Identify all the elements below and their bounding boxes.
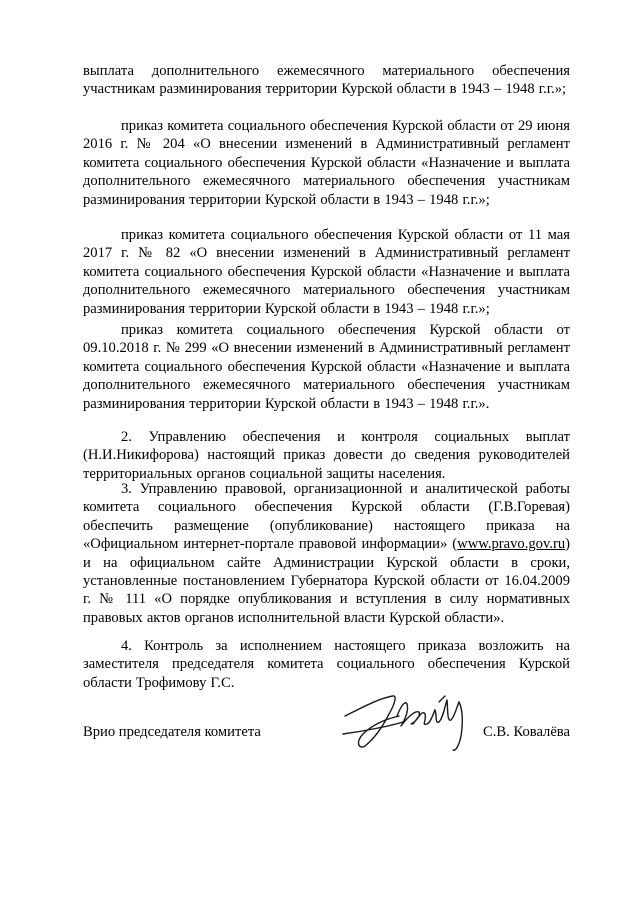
item-3-text-end: ) и на официальном сайте Администрации Курской области в сроки, установленные постановлением Губернатора Курской области от 16.04.2009 г. № 111 «О порядке опубликования и вступления в силу нормативных правовых актов органов исполнительной власти Курской области». xyxy=(83,536,570,626)
handwritten-signature xyxy=(335,676,480,760)
signatory-title: Врио председателя комитета xyxy=(83,724,261,740)
paragraph-order-2017: приказ комитета социального обеспечения Курской области от 11 мая 2017 г. № 82 «О внесении изменений в Административный регламент комитета социального обеспечения Курской области «Назначение и выплата дополнительного ежемесячного материального обеспечения участникам разминирования территории Курской области в 1943 – 1948 г.г.»; xyxy=(83,227,570,317)
paragraph-continuation: выплата дополнительного ежемесячного материального обеспечения участникам разминирования территории Курской области в 1943 – 1948 г.г.»; xyxy=(83,63,570,98)
signatory-name: С.В. Ковалёва xyxy=(483,724,570,740)
item-3-text-start: 3. Управлению правовой, организационной и аналитической работы комитета социального обеспечения Курской области (Г.В.Горевая) обеспечить размещение (опубликование) настоящего приказа на «Официальном интернет-портале правовой информации» ( xyxy=(83,481,570,553)
paragraph-item-4: 4. Контроль за исполнением настоящего приказа возложить на заместителя председателя комитета социального обеспечения Курской области Трофимову Г.С. xyxy=(83,638,570,691)
paragraph-order-2016: приказ комитета социального обеспечения Курской области от 29 июня 2016 г. № 204 «О внесении изменений в Административный регламент комитета социального обеспечения Курской области «Назначение и выплата дополнительного ежемесячного материального обеспечения участникам разминирования территории Курской области в 1943 – 1948 г.г.»; xyxy=(83,118,570,208)
paragraph-order-2018: приказ комитета социального обеспечения Курской области от 09.10.2018 г. № 299 «О внесении изменений в Административный регламент комитета социального обеспечения Курской области «Назначение и выплата дополнительного ежемесячного материального обеспечения участникам разминирования территории Курской области в 1943 – 1948 г.г.». xyxy=(83,322,570,412)
paragraph-item-2: 2. Управлению обеспечения и контроля социальных выплат (Н.И.Никифорова) настоящий приказ довести до сведения руководителей территориальных органов социальной защиты населения. xyxy=(83,429,570,482)
signature-block xyxy=(83,672,570,772)
pravo-gov-link[interactable]: www.pravo.gov.ru xyxy=(457,536,566,553)
paragraph-item-3 xyxy=(83,480,570,627)
